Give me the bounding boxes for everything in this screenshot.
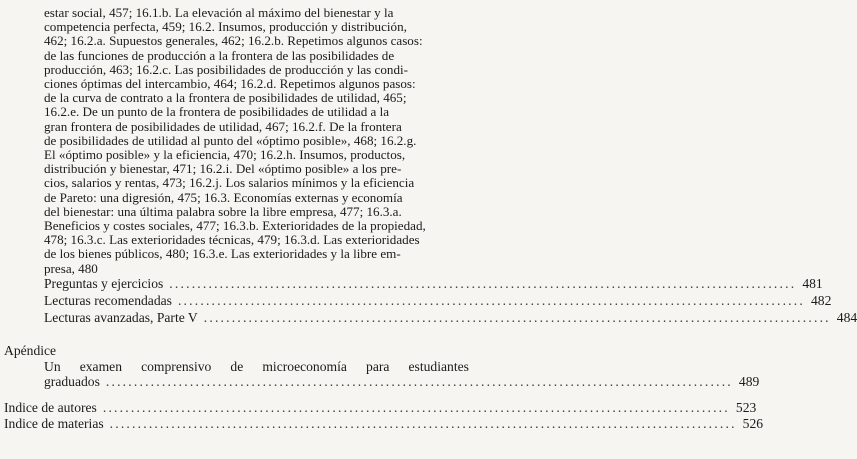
toc-entry-label: Indice de materias	[4, 416, 104, 431]
paragraph-line: 462; 16.2.a. Supuestos generales, 462; 16.2.b. Repetimos algunos casos:	[44, 33, 423, 49]
paragraph-line: gran frontera de posibilidades de utilidad, 467; 16.2.f. De la frontera	[44, 118, 402, 134]
toc-entry-label: Lecturas avanzadas, Parte V	[44, 310, 198, 325]
paragraph-line: Beneficios y costes sociales, 477; 16.3.b. Exterioridades de la propiedad,	[44, 218, 426, 234]
leader-dots: ................................................................................................................	[203, 310, 831, 325]
paragraph-line: de las funciones de producción a la frontera de las posibilidades de	[44, 47, 395, 63]
leader-dots: ................................................................................................................	[109, 416, 737, 431]
toc-page-number: 482	[810, 293, 832, 308]
appendix-word: examen	[79, 359, 122, 374]
appendix-word: comprensivo	[141, 359, 212, 374]
appendix-heading: Apéndice	[4, 343, 57, 358]
paragraph-line: 478; 16.3.c. Las exterioridades técnicas, 479; 16.3.d. Las exterioridades	[44, 232, 420, 248]
paragraph-line: presa, 480	[44, 260, 98, 276]
toc-entry-label: graduados	[44, 374, 100, 389]
appendix-word: de	[230, 359, 244, 374]
toc-entry-lecturas-recomendadas[interactable]	[44, 293, 832, 309]
appendix-word: estudiantes	[408, 359, 469, 374]
leader-dots: ................................................................................................................	[102, 400, 730, 415]
appendix-word: Un	[44, 359, 61, 374]
paragraph-line: ciones óptimas del intercambio, 464; 16.2.d. Repetimos algunos pasos:	[44, 76, 416, 92]
paragraph-line: de los bienes públicos, 480; 16.3.e. Las exterioridades y la libre em-	[44, 246, 401, 262]
paragraph-line: competencia perfecta, 459; 16.2. Insumos, producción y distribución,	[44, 19, 407, 35]
paragraph-line: 16.2.e. De un punto de la frontera de posibilidades de utilidad a la	[44, 104, 390, 120]
toc-entry-label: Indice de autores	[4, 400, 97, 415]
toc-entry-appendix[interactable]	[44, 374, 760, 390]
paragraph-line: de la curva de contrato a la frontera de posibilidades de utilidad, 465;	[44, 90, 407, 106]
toc-page-number: 526	[742, 416, 764, 431]
appendix-entry-line1[interactable]	[44, 359, 469, 375]
toc-entry-label: Preguntas y ejercicios	[44, 276, 164, 291]
toc-page-number: 523	[735, 400, 757, 415]
appendix-word: para	[366, 359, 390, 374]
paragraph-line: El «óptimo posible» y la eficiencia, 470; 16.2.h. Insumos, productos,	[44, 147, 406, 163]
paragraph-line: del bienestar: una última palabra sobre la libre empresa, 477; 16.3.a.	[44, 203, 402, 219]
paragraph-line: distribución y bienestar, 471; 16.2.i. Del «óptimo posible» a los pre-	[44, 161, 402, 177]
paragraph-line: cios, salarios y rentas, 473; 16.2.j. Los salarios mínimos y la eficiencia	[44, 175, 415, 191]
toc-entry-lecturas-avanzadas[interactable]	[44, 310, 857, 326]
toc-entry-preguntas[interactable]	[44, 276, 823, 292]
contents-paragraph	[44, 6, 472, 276]
paragraph-line: de posibilidades de utilidad al punto del «óptimo posible», 468; 16.2.g.	[44, 132, 417, 148]
leader-dots: ................................................................................................................	[169, 276, 797, 291]
toc-entry-indice-materias[interactable]	[4, 416, 764, 432]
toc-page-number: 489	[738, 374, 760, 389]
leader-dots: ................................................................................................................	[105, 374, 733, 389]
toc-page-number: 484	[836, 310, 857, 325]
toc-page-number: 481	[802, 276, 823, 291]
toc-entry-label: Lecturas recomendadas	[44, 293, 172, 308]
toc-entry-indice-autores[interactable]	[4, 400, 757, 416]
paragraph-line: estar social, 457; 16.1.b. La elevación al máximo del bienestar y la	[44, 5, 394, 20]
paragraph-line: de Pareto: una digresión, 475; 16.3. Economías externas y economía	[44, 189, 403, 205]
appendix-word: microeconomía	[262, 359, 347, 374]
paragraph-line: producción, 463; 16.2.c. Las posibilidades de producción y las condi-	[44, 61, 408, 77]
leader-dots: ................................................................................................................	[177, 293, 805, 308]
